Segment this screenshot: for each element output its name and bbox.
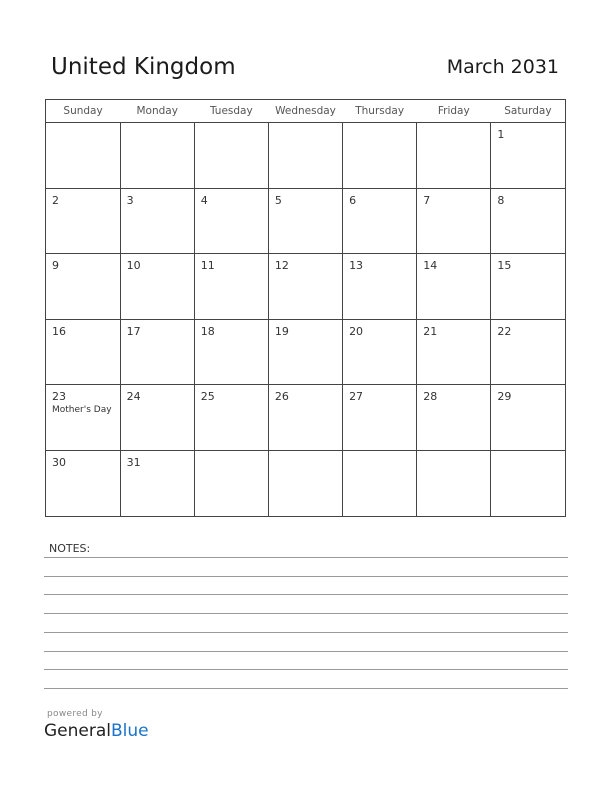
day-cell [194,385,268,451]
day-cell [491,319,565,385]
day-cell [417,188,491,254]
empty-day-cell [268,123,342,189]
logo-general-text: General [44,721,111,741]
notes-line [44,613,568,614]
empty-day-cell [194,123,268,189]
notes-line [44,651,568,652]
notes-line [44,557,568,558]
day-number: 29 [497,390,512,404]
day-cell [120,319,194,385]
day-number: 24 [126,390,141,404]
week-row [46,450,565,516]
day-cell [417,319,491,385]
day-number: 17 [126,324,141,338]
notes-label: NOTES: [49,542,91,555]
week-row [46,188,565,254]
day-cell [268,188,342,254]
empty-day-cell [417,123,491,189]
day-cell [46,450,120,516]
day-number: 6 [349,193,357,207]
day-number: 23 [52,390,66,404]
weekday-friday: Friday [417,100,491,123]
empty-day-cell [194,450,268,516]
day-number: 10 [126,259,141,273]
logo-blue-text: Blue [111,721,149,741]
empty-day-cell [343,123,417,189]
generalblue-logo[interactable] [44,721,149,741]
day-cell [491,188,565,254]
empty-day-cell [268,450,342,516]
day-cell [343,385,417,451]
day-number: 5 [274,193,282,207]
calendar-grid [45,99,566,517]
day-number: 22 [497,324,512,338]
weekday-sunday: Sunday [46,100,120,123]
day-cell [491,123,565,189]
day-number: 15 [497,259,512,273]
day-cell [194,254,268,320]
empty-day-cell [343,450,417,516]
day-cell [46,188,120,254]
day-cell [343,188,417,254]
day-number: 9 [52,259,59,273]
day-number: 13 [349,259,364,273]
day-number: 1 [497,128,505,141]
weekday-wednesday: Wednesday [268,100,342,123]
day-number: 30 [52,455,66,469]
day-number: 21 [423,324,438,338]
day-number: 26 [274,390,289,404]
day-number: 31 [126,455,141,469]
empty-day-cell [46,123,120,189]
day-cell [194,319,268,385]
notes-line [44,594,568,595]
day-number: 27 [349,390,364,404]
day-number: 20 [349,324,364,338]
day-cell [268,254,342,320]
day-cell [46,385,120,451]
empty-day-cell [120,123,194,189]
day-cell [194,188,268,254]
day-number: 19 [274,324,289,338]
week-row [46,254,565,320]
calendar-country-title: United Kingdom [51,54,236,80]
day-cell [46,319,120,385]
notes-line [44,576,568,577]
day-number: 7 [423,193,431,207]
weekday-header-row [46,100,565,123]
notes-line [44,669,568,670]
day-cell [120,450,194,516]
day-cell [417,254,491,320]
day-number: 25 [200,390,215,404]
day-number: 8 [497,193,505,207]
day-number: 3 [126,193,134,207]
holiday-label: Mother's Day [52,405,112,416]
day-number: 4 [200,193,208,207]
day-cell [343,254,417,320]
calendar-month-year: March 2031 [446,56,559,78]
weekday-saturday: Saturday [491,100,565,123]
day-cell [268,319,342,385]
day-number: 28 [423,390,438,404]
week-row [46,123,565,189]
powered-by-text: powered by [47,709,103,719]
day-cell [120,385,194,451]
day-cell [120,188,194,254]
week-row [46,319,565,385]
empty-day-cell [417,450,491,516]
day-number: 16 [52,324,66,338]
day-cell [268,385,342,451]
weekday-tuesday: Tuesday [194,100,268,123]
day-number: 18 [200,324,215,338]
notes-line [44,632,568,633]
week-row [46,385,565,451]
day-number: 12 [274,259,289,273]
empty-day-cell [491,450,565,516]
day-cell [120,254,194,320]
day-cell [491,254,565,320]
day-cell [46,254,120,320]
weekday-thursday: Thursday [343,100,417,123]
notes-line [44,688,568,689]
day-cell [417,385,491,451]
day-number: 2 [52,193,59,207]
day-cell [343,319,417,385]
day-number: 11 [200,259,215,273]
day-number: 14 [423,259,438,273]
weekday-monday: Monday [120,100,194,123]
day-cell [491,385,565,451]
